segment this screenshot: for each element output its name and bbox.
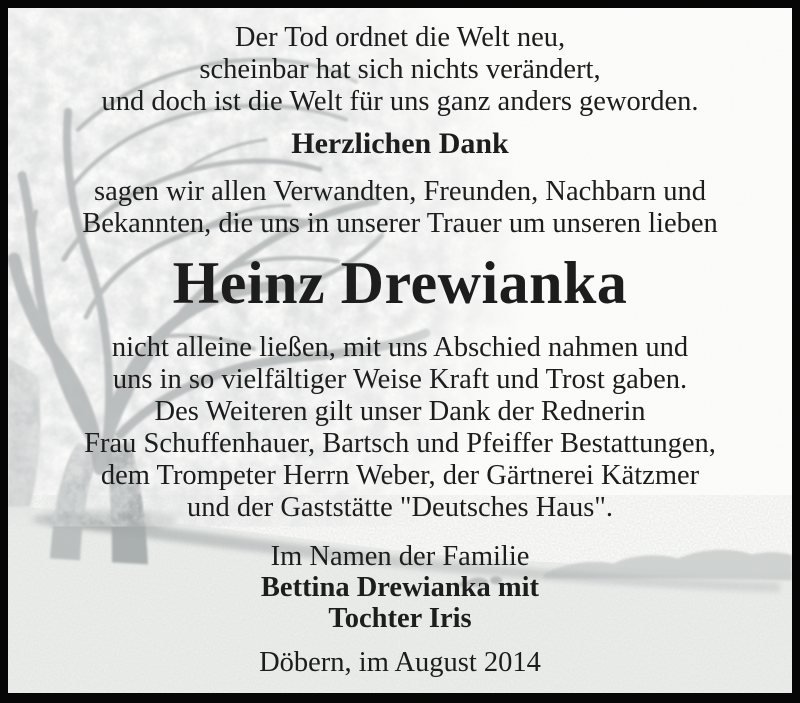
address-block bbox=[8, 176, 792, 240]
family-name: Tochter Iris bbox=[328, 603, 472, 634]
thanks-line: Frau Schuffenhauer, Bartsch und Pfeiffer Bestattungen, bbox=[84, 428, 716, 459]
notice-text bbox=[8, 8, 792, 693]
family-name: Bettina Drewianka mit bbox=[260, 572, 540, 603]
deceased-name: Heinz Drewianka bbox=[172, 250, 628, 316]
intro-line: scheinbar hat sich nichts verändert, bbox=[199, 54, 601, 85]
thanks-line: uns in so vielfältiger Weise Kraft und Trost gaben. bbox=[112, 364, 688, 395]
intro-line: und doch ist die Welt für uns ganz anders geworden. bbox=[101, 86, 699, 117]
address-line: Bekannten, die uns in unserer Trauer um unseren lieben bbox=[82, 208, 718, 239]
place-date: Döbern, im August 2014 bbox=[259, 647, 541, 678]
thanks-line: und der Gaststätte "Deutsches Haus". bbox=[186, 492, 614, 523]
thanks-line: dem Trompeter Herrn Weber, der Gärtnerei Kätzmer bbox=[100, 460, 700, 491]
thanks-line: Des Weiteren gilt unser Dank der Rednerin bbox=[154, 396, 646, 427]
thanks-body bbox=[8, 332, 792, 524]
thanks-heading: Herzlichen Dank bbox=[291, 127, 509, 160]
family-intro: Im Namen der Familie bbox=[270, 541, 530, 572]
intro-verse bbox=[8, 22, 792, 118]
intro-line: Der Tod ordnet die Welt neu, bbox=[234, 22, 566, 53]
address-line: sagen wir allen Verwandten, Freunden, Nachbarn und bbox=[93, 176, 707, 207]
thanks-line: nicht alleine ließen, mit uns Abschied nahmen und bbox=[111, 332, 689, 363]
